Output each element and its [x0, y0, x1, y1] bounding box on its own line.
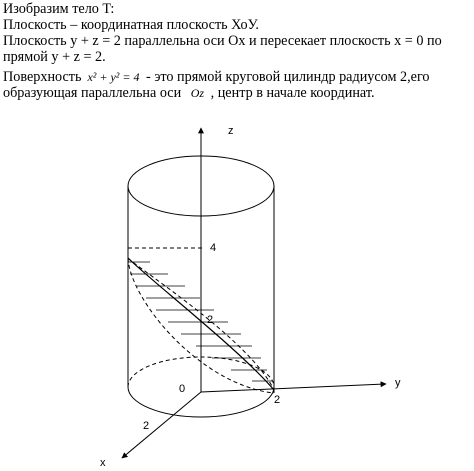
y-tick-2-label: 2 [274, 394, 281, 406]
section-hatching [128, 262, 272, 381]
text-line-5-suffix: - это прямой круговой цилиндр радиусом 2,его [142, 69, 430, 85]
z-tick-4-label: 4 [210, 242, 217, 254]
text-line-4: прямой y + z = 2. [3, 49, 106, 65]
cylinder-equation: x² + y² = 4 [87, 70, 140, 84]
z-tick-2-label: 2 [207, 314, 214, 326]
text-line-1: Изобразим тело T: [3, 1, 115, 17]
problem-text [3, 1, 471, 101]
axis-name-oz: Oz [190, 86, 205, 100]
text-line-2: Плоскость – координатная плоскость ХоУ. [3, 17, 259, 33]
text-line-3: Плоскость y + z = 2 параллельна оси Ох и пересекает плоскость х = 0 по [3, 33, 442, 49]
text-line-6 [3, 85, 471, 101]
y-axis-label: y [395, 377, 401, 389]
origin-label: 0 [179, 383, 186, 395]
y-axis [201, 384, 386, 392]
text-line-6-suffix: , центр в начале координат. [207, 85, 375, 101]
x-axis-label: x [100, 457, 106, 469]
x-axis [122, 392, 201, 458]
text-line-6-prefix: образующая параллельна оси [3, 85, 182, 101]
x-tick-2-label: 2 [143, 420, 150, 432]
text-line-5-prefix: Поверхность [3, 69, 82, 85]
text-line-5 [3, 69, 471, 85]
cylinder-figure [0, 118, 474, 471]
z-axis-label: z [228, 125, 234, 137]
